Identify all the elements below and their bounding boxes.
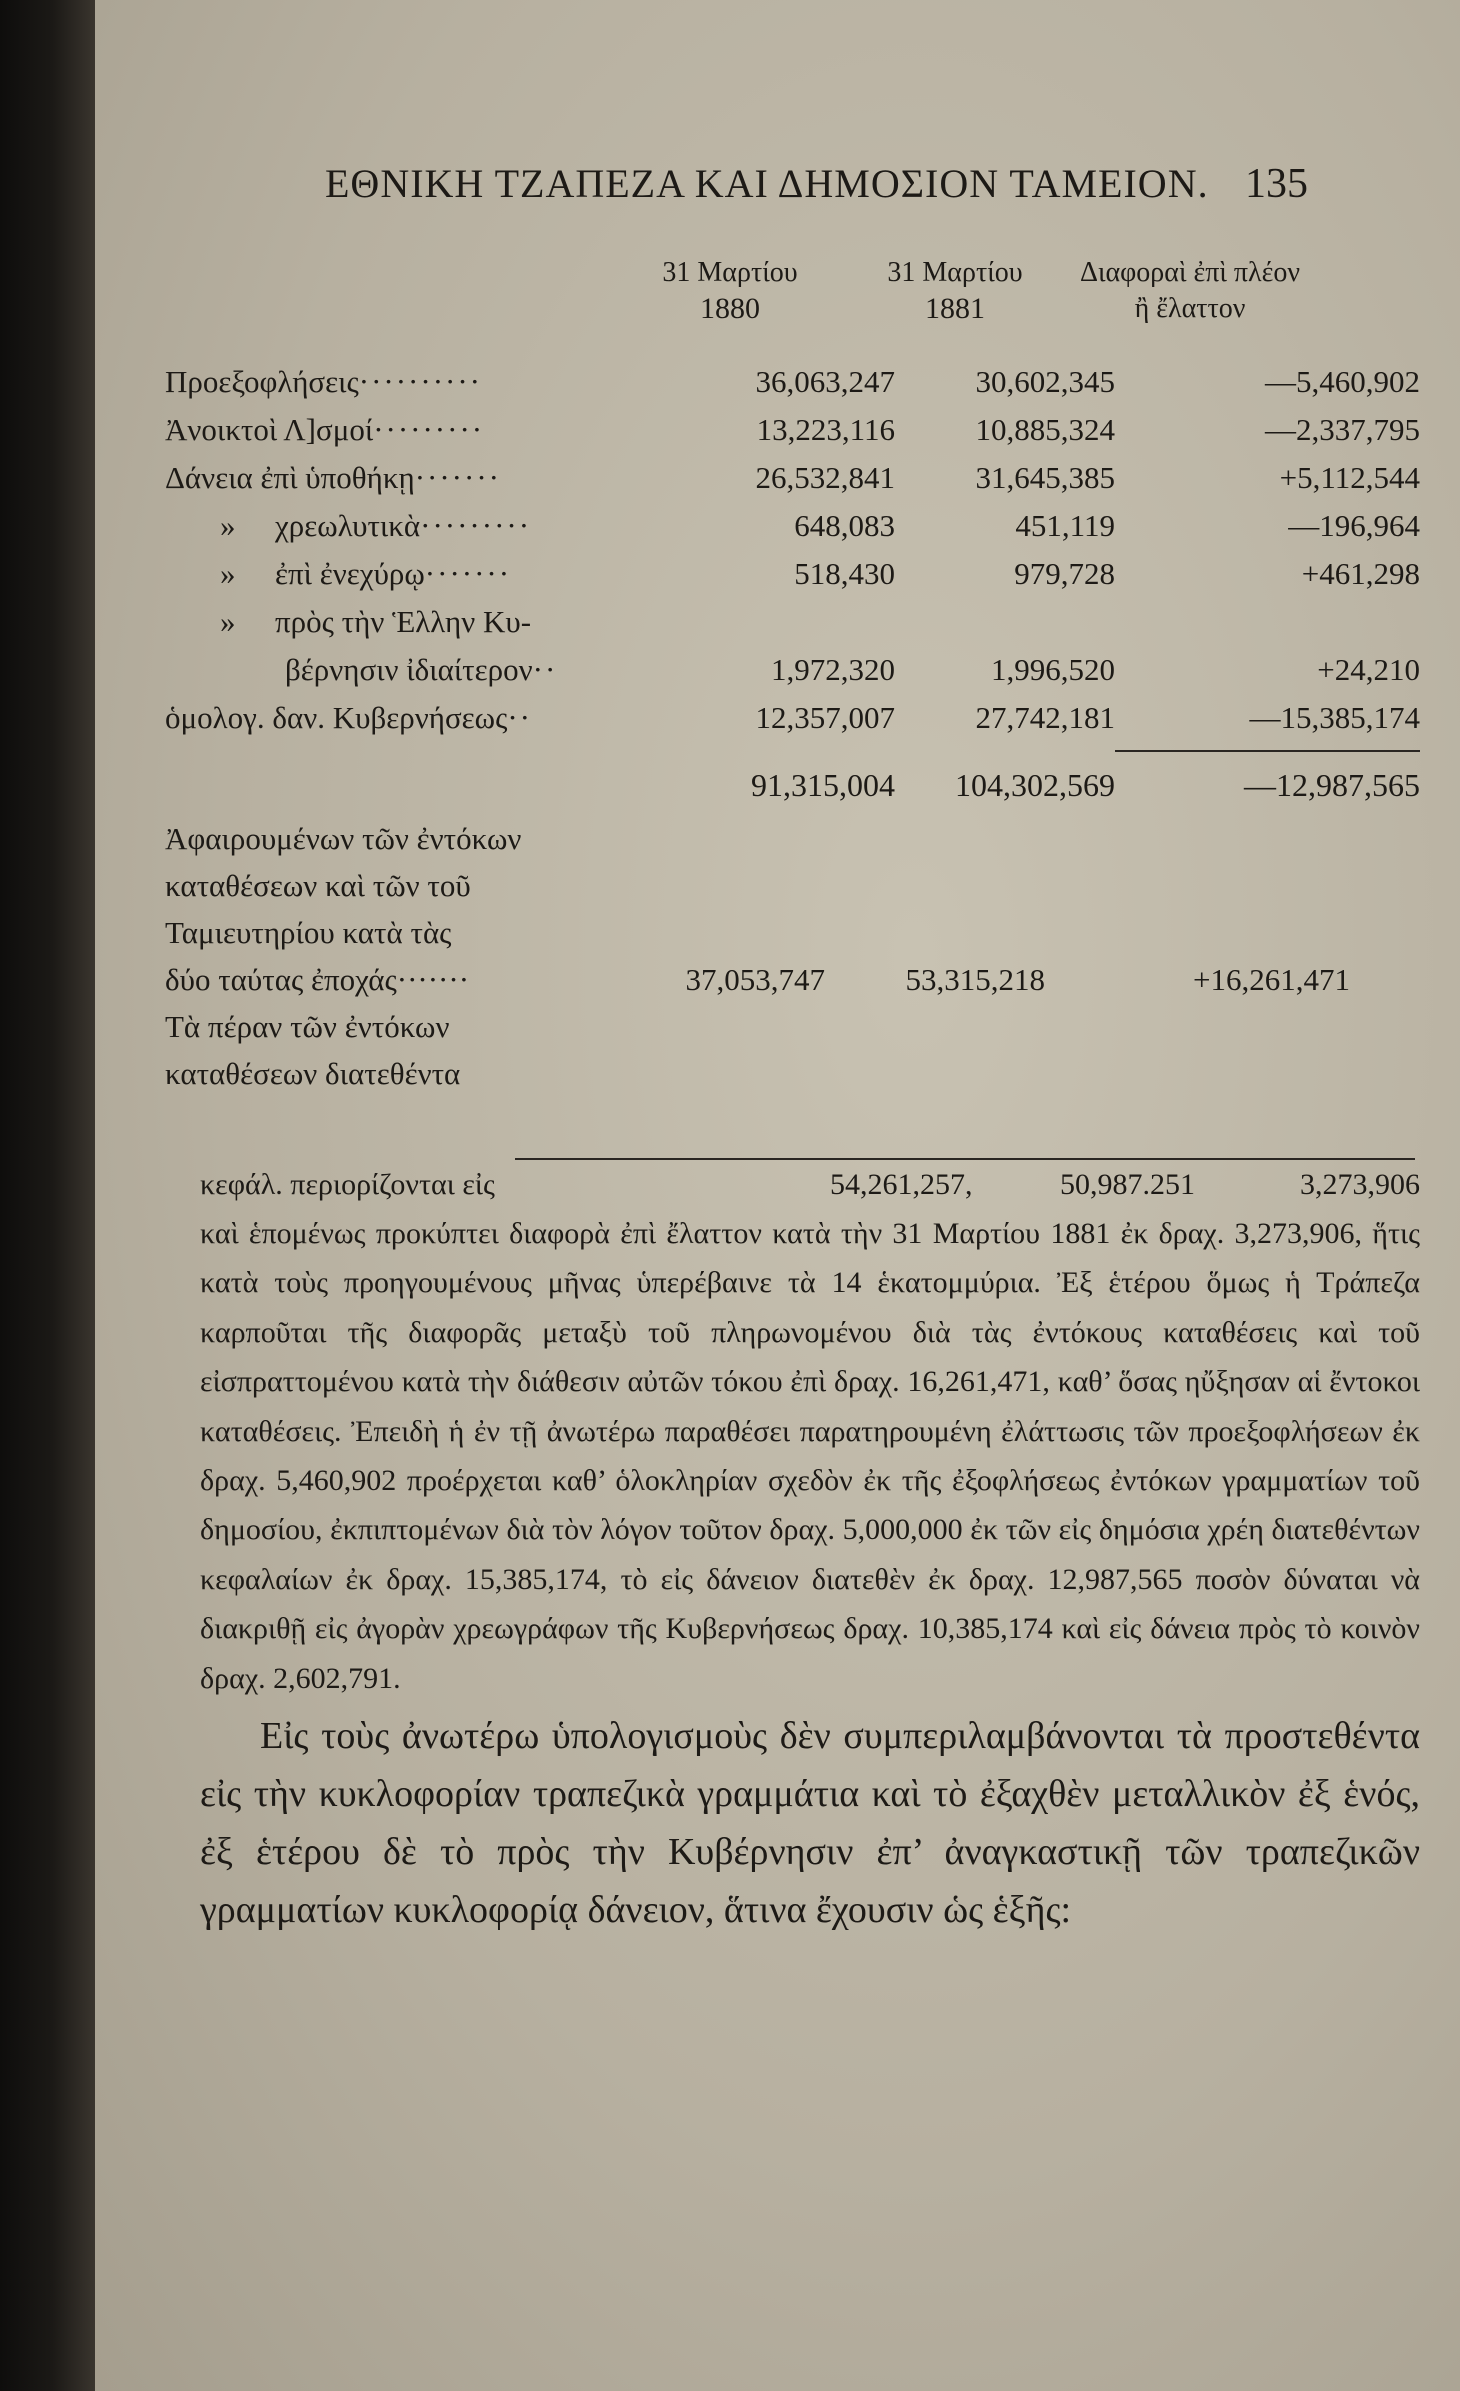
column-header-difference: Διαφοραὶ ἐπὶ πλέον ἢ ἔλαττον: [1079, 257, 1301, 324]
value-1881: 10,885,324: [975, 412, 1115, 447]
ditto-mark: »: [220, 604, 236, 639]
first-line-value-3: 3,273,906: [1300, 1168, 1420, 1201]
book-page: [95, 0, 1460, 2391]
value-1881: 30,602,345: [975, 364, 1115, 399]
deduction-line: Ταμιευτηρίου κατὰ τὰς: [165, 915, 452, 950]
total-rule: [1115, 750, 1420, 752]
accounts-table: [95, 358, 1460, 742]
row-label: χρεωλυτικὰ: [275, 508, 421, 543]
table-row: » ἐπὶ ἐνεχύρῳ······· 518,430 979,728 +461,298: [95, 550, 1460, 598]
deduction-line: Ἀφαιρουμένων τῶν ἐντόκων: [165, 821, 522, 856]
page-header: [95, 160, 1460, 220]
book-spine-shadow: [0, 0, 95, 2391]
total-1880: 91,315,004: [751, 767, 895, 803]
total-row: [95, 760, 1460, 810]
value-difference: —196,964: [1288, 508, 1420, 543]
table-row: ὁμολογ. δαν. Κυβερνήσεως·· 12,357,007 27,742,181 —15,385,174: [95, 694, 1460, 742]
row-label: βέρνησιν ἰδιαίτερον: [285, 652, 533, 687]
column-header-1880: 31 Μαρτίου 1880: [662, 257, 798, 325]
deduction-line: Τὰ πέραν τῶν ἐντόκων: [165, 1009, 450, 1044]
table-row: βέρνησιν ἰδιαίτερον·· 1,972,320 1,996,520 +24,210: [95, 646, 1460, 694]
value-1881: 451,119: [1015, 508, 1115, 543]
deduction-difference: +16,261,471: [1193, 962, 1350, 997]
value-1880: 36,063,247: [755, 364, 895, 399]
column-headers: [95, 255, 1460, 355]
page-number: 135: [1245, 161, 1308, 207]
row-label: Προεξοφλήσεις: [165, 364, 359, 399]
table-row: Ἀνοικτοὶ Λ]σμοί········· 13,223,116 10,885,324 —2,337,795: [95, 406, 1460, 454]
table-row: » χρεωλυτικὰ········· 648,083 451,119 —196,964: [95, 502, 1460, 550]
value-difference: +461,298: [1301, 556, 1420, 591]
value-difference: —15,385,174: [1249, 700, 1420, 735]
deduction-1881: 53,315,218: [905, 962, 1045, 997]
table-row: Δάνεια ἐπὶ ὑποθήκῃ······· 26,532,841 31,645,385 +5,112,544: [95, 454, 1460, 502]
total-difference: —12,987,565: [1244, 767, 1420, 803]
table-row: Προεξοφλήσεις·········· 36,063,247 30,602,345 —5,460,902: [95, 358, 1460, 406]
total-1881: 104,302,569: [955, 767, 1115, 803]
value-difference: +5,112,544: [1279, 460, 1420, 495]
ditto-mark: »: [220, 508, 236, 543]
value-1880: 12,357,007: [755, 700, 895, 735]
first-line-value-2: 50,987.251: [1060, 1168, 1195, 1201]
value-1880: 13,223,116: [756, 412, 895, 447]
deduction-line: καταθέσεων διατεθέντα: [165, 1056, 461, 1091]
deduction-block: [165, 815, 1460, 1097]
paragraph: καὶ ἑπομένως προκύπτει διαφορὰ ἐπὶ ἔλαττον κατὰ τὴν 31 Μαρτίου 1881 ἐκ δραχ. 3,273,906, ἥτις κατὰ τοὺς προηγουμένους μῆνας ὑπερέβαινε τὰ 14 ἑκατομμύρια. Ἐξ ἑτέρου ὅμως ἡ Τράπεζα καρποῦται τῆς διαφορᾶς μεταξὺ τοῦ πληρωνομένου διὰ τὰς ἐντόκους καταθέσεις καὶ τοῦ εἰσπραττομένου κατὰ τὴν διάθεσιν αὐτῶν τόκου ἐπὶ δραχ. 16,261,471, καθ’ ὅσας ηὔξησαν αἱ ἔντοκοι καταθέσεις. Ἐπειδὴ ἡ ἐν τῇ ἀνωτέρω παραθέσει παρατηρουμένη ἐλάττωσις τῶν προεξοφλήσεων ἐκ δραχ. 5,460,902 προέρχεται καθ’ ὁλοκληρίαν σχεδὸν ἐκ τῆς ἐξοφλήσεως ἐντόκων γραμματίων τοῦ δημοσίου, ἐκπιπτομένων διὰ τὸν λόγον τοῦτον δραχ. 5,000,000 ἐκ τῶν εἰς δημόσια χρέη διατεθέντων κεφαλαίων ἐκ δραχ. 15,385,174, τὸ εἰς δάνειον διατεθὲν ἐκ δραχ. 12,987,565 ποσὸν δύναται νὰ διακριθῇ εἰς ἀγορὰν χρεωγράφων τῆς Κυβερνήσεως δραχ. 10,385,174 καὶ εἰς δάνεια πρὸς τὸ κοινὸν δραχ. 2,602,791.: [200, 1217, 1420, 1695]
column-header-1881: 31 Μαρτίου 1881: [887, 257, 1023, 325]
deduction-line: καταθέσεων καὶ τῶν τοῦ: [165, 868, 471, 903]
prose-first-line: κεφάλ. περιορίζονται εἰς 54,261,257, 50,987.251 3,273,906: [200, 1160, 1420, 1209]
row-label: Δάνεια ἐπὶ ὑποθήκῃ: [165, 460, 415, 495]
value-1880: 648,083: [794, 508, 895, 543]
deduction-label: δύο ταύτας ἐποχάς: [165, 962, 397, 997]
value-difference: —2,337,795: [1265, 412, 1420, 447]
row-label: Ἀνοικτοὶ Λ]σμοί: [165, 412, 374, 447]
body-text: [200, 1160, 1420, 1939]
paragraph: Εἰς τοὺς ἀνωτέρω ὑπολογισμοὺς δὲν συμπεριλαμβάνονται τὰ προστεθέντα εἰς τὴν κυκλοφορίαν τραπεζικὰ γραμμάτια καὶ τὸ ἐξαχθὲν μεταλλικὸν ἐξ ἑνός, ἐξ ἑτέρου δὲ τὸ πρὸς τὴν Κυβέρνησιν ἐπ’ ἀναγκαστικῇ τῶν τραπεζικῶν γραμματίων κυκλοφορίᾳ δάνειον, ἅτινα ἔχουσιν ὡς ἑξῆς:: [200, 1715, 1420, 1932]
value-1881: 27,742,181: [975, 700, 1115, 735]
deduction-line-values: δύο ταύτας ἐποχάς······· 37,053,747 53,315,218 +16,261,471: [165, 956, 1460, 1003]
value-1881: 1,996,520: [991, 652, 1115, 687]
first-line-value-1: 54,261,257,: [830, 1168, 973, 1201]
running-title: ΕΘΝΙΚΗ ΤΖΑΠΕΖΑ ΚΑΙ ΔΗΜΟΣΙΟΝ ΤΑΜΕΙΟΝ.: [325, 161, 1209, 206]
deduction-1880: 37,053,747: [685, 962, 825, 997]
table-row: [95, 598, 1460, 646]
value-1881: 31,645,385: [975, 460, 1115, 495]
value-1880: 1,972,320: [771, 652, 895, 687]
row-label: ἐπὶ ἐνεχύρῳ: [275, 556, 425, 591]
value-1880: 26,532,841: [755, 460, 895, 495]
row-label: πρὸς τὴν Ἑλλην Κυ-: [275, 604, 532, 639]
value-1881: 979,728: [1014, 556, 1115, 591]
row-label: ὁμολογ. δαν. Κυβερνήσεως: [165, 700, 508, 735]
value-difference: —5,460,902: [1265, 364, 1420, 399]
value-1880: 518,430: [794, 556, 895, 591]
value-difference: +24,210: [1317, 652, 1420, 687]
ditto-mark: »: [220, 556, 236, 591]
